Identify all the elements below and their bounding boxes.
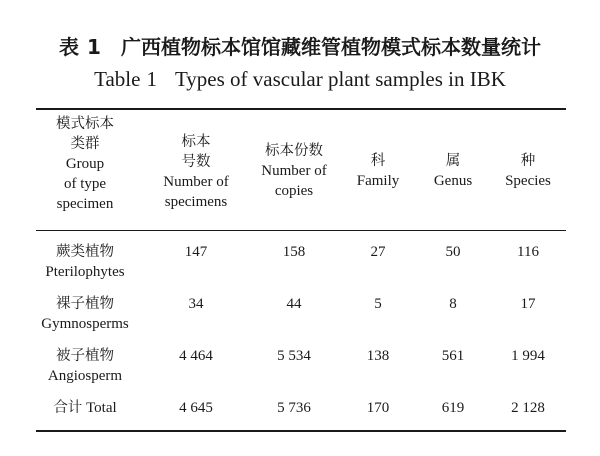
row-label-total (25, 398, 145, 418)
cell-pterilophytes-family: 27 (370, 244, 386, 260)
header-group-zh-1: 模式标本 (56, 116, 114, 132)
row-label-angiosperm (25, 346, 145, 386)
table-top-rule (36, 108, 566, 110)
cell-angiosperm-copies: 5 534 (277, 348, 311, 364)
header-copies (244, 141, 344, 201)
header-family (338, 151, 418, 191)
header-family-en: Family (356, 173, 400, 189)
table-bottom-rule (36, 430, 566, 432)
table-number-en: 1 (146, 67, 157, 91)
table-label-en: Table (94, 67, 141, 91)
row-label-zh: 裸子植物 (56, 296, 114, 312)
row-label-en: Pterilophytes (45, 264, 125, 280)
header-copies-en-2: copies (274, 183, 314, 199)
cell-angiosperm-genus: 561 (441, 348, 465, 364)
cell-pterilophytes-copies: 158 (282, 244, 306, 260)
cell-pterilophytes-species: 116 (517, 244, 539, 260)
row-label-gymnosperms (25, 294, 145, 334)
header-genus-zh: 属 (445, 153, 461, 169)
cell-gymnosperms-genus: 8 (449, 296, 457, 312)
header-species-en: Species (505, 173, 551, 189)
row-label-pterilophytes (25, 242, 145, 282)
row-label-en: Gymnosperms (41, 316, 129, 332)
header-copies-zh: 标本份数 (265, 143, 323, 159)
table-title-chinese (0, 34, 600, 60)
header-species (478, 151, 578, 191)
header-specimens-en-2: specimens (164, 194, 228, 210)
cell-angiosperm-species: 1 994 (511, 348, 545, 364)
cell-total-genus: 619 (441, 400, 465, 416)
header-copies-en-1: Number of (261, 163, 327, 179)
header-specimens-zh-2: 号数 (181, 154, 211, 170)
cell-pterilophytes-specimens: 147 (184, 244, 208, 260)
cell-angiosperm-specimens: 4 464 (179, 348, 213, 364)
header-group-en-1: Group (65, 156, 105, 172)
row-label-zh: 被子植物 (56, 348, 114, 364)
cell-total-specimens: 4 645 (179, 400, 213, 416)
total-label-en: Total (86, 400, 117, 416)
table-title-zh-text: 广西植物标本馆馆藏维管植物模式标本数量统计 (120, 35, 541, 59)
table-number-zh: 1 (87, 35, 101, 59)
table-label-zh: 表 (59, 35, 80, 59)
cell-pterilophytes-genus: 50 (445, 244, 461, 260)
total-label-zh: 合计 (53, 400, 83, 416)
row-label-zh: 蕨类植物 (56, 244, 114, 260)
cell-angiosperm-family: 138 (366, 348, 390, 364)
header-family-zh: 科 (370, 153, 386, 169)
header-group (25, 114, 145, 214)
cell-total-copies: 5 736 (277, 400, 311, 416)
header-group-zh-2: 类群 (70, 136, 100, 152)
cell-gymnosperms-species: 17 (520, 296, 536, 312)
cell-gymnosperms-family: 5 (374, 296, 382, 312)
cell-total-family: 170 (366, 400, 390, 416)
header-group-en-3: specimen (56, 196, 114, 212)
cell-gymnosperms-copies: 44 (286, 296, 302, 312)
header-genus-en: Genus (433, 173, 473, 189)
header-species-zh: 种 (520, 153, 536, 169)
cell-total-species: 2 128 (511, 400, 545, 416)
table-title-en-text: Types of vascular plant samples in IBK (174, 67, 506, 91)
header-specimens-zh-1: 标本 (181, 134, 211, 150)
header-specimens-en-1: Number of (163, 174, 229, 190)
header-specimens (146, 132, 246, 212)
table-title-english (0, 64, 600, 94)
row-label-en: Angiosperm (47, 368, 123, 384)
table-header-rule (36, 230, 566, 231)
cell-gymnosperms-specimens: 34 (188, 296, 204, 312)
header-group-en-2: of type (63, 176, 107, 192)
